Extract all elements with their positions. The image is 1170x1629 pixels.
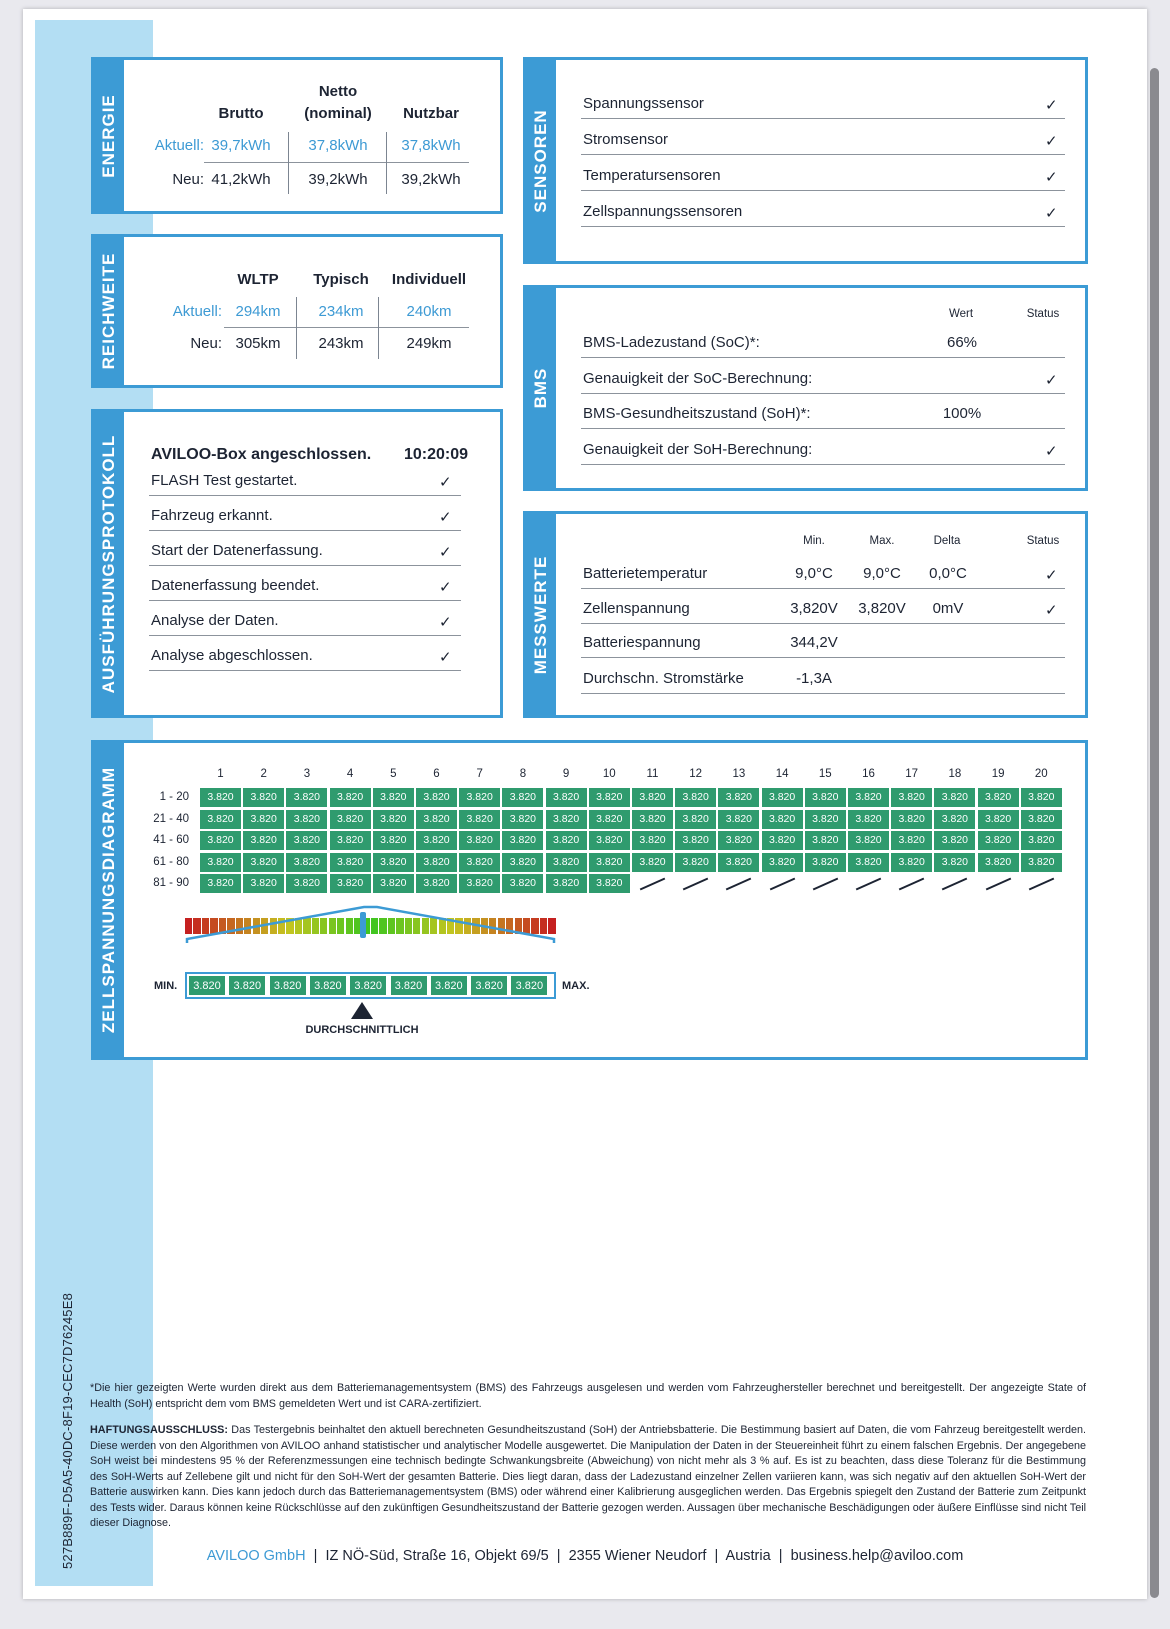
grid-col-header: 7 (476, 768, 483, 780)
col-individuell: Individuell (391, 271, 467, 288)
zoom-cell: 3.820 (470, 975, 508, 996)
cell-voltage: 3.820 (718, 831, 759, 850)
min-label: MIN. (154, 980, 178, 992)
sensoren-title: SENSOREN (531, 108, 550, 213)
divider (581, 693, 1065, 694)
footnote-star: *Die hier gezeigten Werte wurden direkt aus dem Batteriemanagementsystem (BMS) des Fahrzeugs ausgelesen und werden vom Fahrzeughersteller berechnet und bereitgestellt. Der angezeigte State of Health (SoH) entspricht dem vom BMS gemeldeten Wert und ist CARA-zertifiziert. (90, 1382, 1086, 1410)
cell-voltage: 3.820 (546, 853, 587, 872)
reichweite-title: REICHWEITE (99, 252, 118, 370)
zellspannung-title: ZELLSPANNUNGSDIAGRAMM (99, 766, 118, 1034)
cell-voltage: 3.820 (286, 853, 327, 872)
sensor-item: Stromsensor (583, 131, 669, 148)
check-icon: ✓ (1045, 169, 1058, 186)
protokoll-item: Fahrzeug erkannt. (151, 507, 273, 524)
messwerte-panel (523, 511, 1088, 718)
sensor-item: Spannungssensor (583, 95, 704, 112)
divider (581, 357, 1065, 358)
divider (149, 565, 461, 566)
grid-col-header: 20 (1034, 768, 1048, 780)
divider (581, 118, 1065, 119)
sensor-item: Temperatursensoren (583, 167, 721, 184)
col-brutto: Brutto (218, 105, 264, 122)
cell-voltage: 3.820 (200, 874, 241, 893)
divider (149, 530, 461, 531)
brutto-aktuell: 39,7kWh (211, 137, 271, 154)
divider (581, 623, 1065, 624)
typisch-neu: 243km (318, 335, 364, 352)
grid-col-header: 2 (260, 768, 267, 780)
energie-tab (94, 60, 124, 211)
bms-row-label: Genauigkeit der SoC-Berechnung: (583, 370, 813, 387)
cell-voltage: 3.820 (632, 853, 673, 872)
col-wltp: WLTP (237, 271, 279, 288)
cell-voltage: 3.820 (718, 788, 759, 807)
protokoll-title: AUSFÜHRUNGSPROTOKOLL (99, 434, 118, 693)
col-max: Max. (869, 535, 895, 547)
energie-title: ENERGIE (99, 93, 118, 178)
grid-col-header: 3 (303, 768, 311, 780)
cell-voltage: 3.820 (502, 831, 543, 850)
divider (581, 154, 1065, 155)
cell-voltage: 3.820 (891, 831, 932, 850)
check-icon: ✓ (1045, 205, 1058, 222)
col-typisch: Typisch (313, 271, 369, 288)
aktuell-label: Aktuell: (172, 303, 222, 320)
max-label: MAX. (562, 980, 590, 992)
protokoll-tab (94, 412, 124, 715)
nutzbar-neu: 39,2kWh (401, 171, 461, 188)
cell-voltage: 3.820 (718, 810, 759, 829)
grid-col-header: 14 (775, 768, 789, 780)
cell-voltage: 3.820 (243, 853, 284, 872)
footnote (90, 1381, 1086, 1532)
neu-label: Neu: (190, 335, 222, 352)
cell-voltage: 3.820 (934, 831, 975, 850)
cell-voltage: 3.820 (243, 810, 284, 829)
cell-voltage: 3.820 (416, 788, 457, 807)
messwert-delta: 0mV (932, 600, 964, 617)
divider (581, 588, 1065, 589)
cell-voltage: 3.820 (632, 788, 673, 807)
cell-voltage: 3.820 (805, 788, 846, 807)
messwert-delta: 0,0°C (929, 565, 967, 582)
cell-voltage: 3.820 (762, 788, 803, 807)
cell-voltage: 3.820 (546, 788, 587, 807)
col-min: Min. (803, 535, 825, 547)
divider (149, 600, 461, 601)
grid-col-header: 16 (862, 768, 875, 780)
cell-voltage: 3.820 (373, 788, 414, 807)
divider (288, 132, 289, 194)
grid-row-label: 81 - 90 (153, 877, 189, 890)
footer-company: AVILOO GmbH (206, 1548, 306, 1564)
grid-col-header: 18 (948, 768, 962, 780)
zellspannung-panel (91, 740, 1088, 1060)
cell-voltage: 3.820 (1021, 853, 1062, 872)
grid-col-header: 19 (991, 768, 1005, 780)
messwert-max: 9,0°C (863, 565, 901, 582)
cell-voltage: 3.820 (762, 831, 803, 850)
footer-address: IZ NÖ-Süd, Straße 16, Objekt 69/5 (325, 1548, 549, 1564)
grid-col-header: 15 (818, 768, 832, 780)
cell-voltage: 3.820 (373, 810, 414, 829)
col-nutzbar: Nutzbar (403, 105, 459, 122)
cell-voltage: 3.820 (459, 874, 500, 893)
check-icon: ✓ (439, 544, 452, 561)
zoom-cell: 3.820 (390, 975, 428, 996)
grid-row-label: 21 - 40 (153, 812, 189, 825)
check-icon: ✓ (1045, 372, 1058, 389)
col-status: Status (1026, 308, 1060, 320)
col-status: Status (1026, 535, 1060, 547)
divider (296, 297, 297, 359)
cell-voltage: 3.820 (459, 810, 500, 829)
col-delta: Delta (933, 535, 961, 547)
grid-col-header: 4 (346, 768, 354, 780)
cell-voltage: 3.820 (805, 831, 846, 850)
cell-voltage: 3.820 (502, 788, 543, 807)
cell-voltage: 3.820 (243, 788, 284, 807)
cell-voltage: 3.820 (675, 788, 716, 807)
cell-voltage: 3.820 (805, 810, 846, 829)
cell-voltage: 3.820 (416, 874, 457, 893)
cell-voltage: 3.820 (589, 853, 630, 872)
grid-row-label: 41 - 60 (153, 834, 189, 847)
footer-country: Austria (725, 1548, 771, 1564)
cell-voltage: 3.820 (459, 831, 500, 850)
sensor-item: Zellspannungssensoren (583, 203, 743, 220)
grid-col-header: 11 (646, 768, 659, 780)
cell-voltage: 3.820 (373, 853, 414, 872)
cell-voltage: 3.820 (891, 788, 932, 807)
wltp-aktuell: 294km (235, 303, 281, 320)
check-icon: ✓ (439, 509, 452, 526)
cell-voltage: 3.820 (286, 788, 327, 807)
bms-panel (523, 285, 1088, 491)
grid-row-label: 61 - 80 (153, 855, 189, 868)
messwert-label: Batteriespannung (583, 634, 701, 651)
average-label: DURCHSCHNITTLICH (305, 1024, 419, 1036)
cell-voltage: 3.820 (416, 853, 457, 872)
check-icon: ✓ (1045, 133, 1058, 150)
bms-row-label: BMS-Ladezustand (SoC)*: (583, 334, 760, 351)
cell-voltage: 3.820 (934, 853, 975, 872)
aktuell-label: Aktuell: (154, 137, 204, 154)
cell-voltage: 3.820 (502, 810, 543, 829)
zoom-cell: 3.820 (510, 975, 548, 996)
messwert-label: Batterietemperatur (583, 565, 708, 582)
zoom-cell: 3.820 (188, 975, 226, 996)
divider (149, 495, 461, 496)
netto-neu: 39,2kWh (308, 171, 368, 188)
cell-voltage: 3.820 (978, 831, 1019, 850)
grid-col-header: 6 (433, 768, 440, 780)
protokoll-item: Datenerfassung beendet. (151, 577, 320, 594)
cell-voltage: 3.820 (934, 810, 975, 829)
divider (378, 297, 379, 359)
divider (581, 464, 1065, 465)
cell-voltage: 3.820 (589, 831, 630, 850)
cell-voltage: 3.820 (546, 874, 587, 893)
cell-voltage: 3.820 (459, 788, 500, 807)
cell-voltage: 3.820 (546, 831, 587, 850)
check-icon: ✓ (439, 579, 452, 596)
reichweite-panel (91, 234, 503, 388)
zoom-cell: 3.820 (309, 975, 347, 996)
sensoren-panel (523, 57, 1088, 264)
individuell-neu: 249km (406, 335, 452, 352)
protokoll-panel (91, 409, 503, 718)
bms-tab (526, 288, 556, 488)
cell-voltage: 3.820 (978, 810, 1019, 829)
cell-voltage: 3.820 (416, 831, 457, 850)
cell-voltage: 3.820 (200, 810, 241, 829)
cell-voltage: 3.820 (675, 831, 716, 850)
zoom-cell: 3.820 (349, 975, 387, 996)
grid-col-header: 12 (689, 768, 703, 780)
cell-voltage: 3.820 (1021, 810, 1062, 829)
messwert-min: 344,2V (790, 634, 838, 651)
bms-title: BMS (531, 367, 550, 409)
cell-voltage: 3.820 (978, 788, 1019, 807)
cell-voltage: 3.820 (978, 853, 1019, 872)
divider (386, 132, 387, 194)
cell-voltage: 3.820 (762, 853, 803, 872)
brutto-neu: 41,2kWh (211, 171, 271, 188)
cell-voltage: 3.820 (546, 810, 587, 829)
footer-divider: | (556, 1548, 561, 1564)
sensoren-tab (526, 60, 556, 261)
messwert-label: Zellenspannung (583, 600, 690, 617)
grid-col-header: 17 (905, 768, 919, 780)
cell-voltage: 3.820 (502, 874, 543, 893)
cell-voltage: 3.820 (373, 874, 414, 893)
messwert-label: Durchschn. Stromstärke (583, 670, 744, 687)
divider (224, 327, 469, 328)
cell-voltage: 3.820 (330, 874, 371, 893)
zoom-lines (94, 743, 1085, 1057)
col-wert: Wert (948, 308, 974, 320)
check-icon: ✓ (439, 614, 452, 631)
cell-voltage: 3.820 (848, 810, 889, 829)
protokoll-item: Analyse der Daten. (151, 612, 279, 629)
messwert-min: 3,820V (790, 600, 838, 617)
messwert-max: 3,820V (858, 600, 906, 617)
cell-voltage: 3.820 (1021, 788, 1062, 807)
cell-voltage: 3.820 (1021, 831, 1062, 850)
grid-col-header: 13 (732, 768, 746, 780)
reichweite-tab (94, 237, 124, 385)
protokoll-header: AVILOO-Box angeschlossen. (151, 446, 372, 463)
neu-label: Neu: (172, 171, 204, 188)
cell-voltage: 3.820 (891, 810, 932, 829)
zoom-cell: 3.820 (430, 975, 468, 996)
cell-voltage: 3.820 (589, 810, 630, 829)
cell-voltage: 3.820 (416, 810, 457, 829)
bms-row-label: BMS-Gesundheitszustand (SoH)*: (583, 405, 811, 422)
disclaimer-label: HAFTUNGSAUSSCHLUSS: (90, 1424, 228, 1436)
cell-voltage: 3.820 (330, 853, 371, 872)
cell-voltage: 3.820 (762, 810, 803, 829)
cell-voltage: 3.820 (848, 853, 889, 872)
grid-col-header: 10 (602, 768, 616, 780)
cell-voltage: 3.820 (675, 853, 716, 872)
cell-voltage: 3.820 (589, 874, 630, 893)
cell-voltage: 3.820 (200, 853, 241, 872)
footer (0, 1548, 1170, 1564)
cell-voltage: 3.820 (632, 810, 673, 829)
divider (149, 670, 461, 671)
messwert-min: -1,3A (796, 670, 832, 687)
wltp-neu: 305km (235, 335, 281, 352)
messwerte-title: MESSWERTE (531, 555, 550, 674)
cell-voltage: 3.820 (502, 853, 543, 872)
cell-voltage: 3.820 (934, 788, 975, 807)
footer-divider: | (313, 1548, 318, 1564)
cell-voltage: 3.820 (459, 853, 500, 872)
document-id: 527B889F-D5A5-40DC-8F19-CEC7D76245E8 (60, 1292, 75, 1569)
bms-row-label: Genauigkeit der SoH-Berechnung: (583, 441, 813, 458)
check-icon: ✓ (1045, 567, 1058, 584)
divider (581, 190, 1065, 191)
cell-voltage: 3.820 (675, 810, 716, 829)
grid-col-header: 5 (390, 768, 397, 780)
cell-voltage: 3.820 (891, 853, 932, 872)
footer-divider: | (778, 1548, 783, 1564)
scrollbar[interactable] (1150, 68, 1159, 1598)
protokoll-item: Analyse abgeschlossen. (151, 647, 313, 664)
check-icon: ✓ (439, 474, 452, 491)
divider (581, 657, 1065, 658)
disclaimer (90, 1423, 1086, 1532)
cell-voltage: 3.820 (632, 831, 673, 850)
messwerte-tab (526, 514, 556, 715)
cell-voltage: 3.820 (200, 831, 241, 850)
col-netto-nominal: (nominal) (304, 105, 372, 122)
cell-voltage: 3.820 (286, 831, 327, 850)
cell-voltage: 3.820 (848, 788, 889, 807)
protokoll-time: 10:20:09 (404, 446, 469, 463)
divider (581, 393, 1065, 394)
grid-col-header: 8 (519, 768, 527, 780)
individuell-aktuell: 240km (406, 303, 452, 320)
check-icon: ✓ (1045, 602, 1058, 619)
footer-divider: | (714, 1548, 719, 1564)
bms-row-value: 66% (946, 334, 978, 351)
cell-voltage: 3.820 (200, 788, 241, 807)
bms-row-value: 100% (942, 405, 982, 422)
cell-voltage: 3.820 (589, 788, 630, 807)
grid-col-header: 1 (217, 768, 224, 780)
cell-voltage: 3.820 (330, 810, 371, 829)
protokoll-item: Start der Datenerfassung. (151, 542, 323, 559)
average-marker-icon (351, 1002, 373, 1020)
footer-city: 2355 Wiener Neudorf (568, 1548, 707, 1564)
cell-voltage: 3.820 (286, 874, 327, 893)
nutzbar-aktuell: 37,8kWh (401, 137, 461, 154)
disclaimer-text: Das Testergebnis beinhaltet den aktuell berechneten Gesundheitszustand (SoH) der Antriebsbatterie. Die Bestimmung basiert auf Daten, die vom Fahrzeug bereitgestellt werden. Diese werden von den Algorithmen von AVILOO anhand statistischer und analytischer Modelle ausgewertet. Die Manipulation der Daten in der Steuereinheit führt zu einem falschen Ergebnis. Der angegebene SoH weist bei mindestens 95 % der Referenzmessungen eine technisch bedingte Schwankungsbreite (Abweichung) von nicht mehr als 3 % auf. Es ist zu beachten, dass diese Toleranz für die Bestimmung des SoH-Werts auf Zellebene gilt und nicht für den SoH-Wert der gesamten Batterie. Dies liegt daran, dass der Ladezustand einzelner Zellen variieren kann, was sich negativ auf den aktuellen SoH-Wert der Batterie auswirken kann. Dies kann jedoch durch das Batteriemanagementsystem (BMS) oder während einer Kalibrierung ausgeglichen werden. Das Ergebnis spiegelt den Zustand der Batterie zum Zeitpunkt des Tests wider. Daraus können keine Rückschlüsse auf den zukünftigen Gesundheitszustand der Batterie gezogen werden. Aussagen über mechanische Beschädigungen oder äußere Einflüsse sind nicht Teil dieser Diagnose. (90, 1424, 1086, 1529)
check-icon: ✓ (439, 649, 452, 666)
cell-voltage: 3.820 (848, 831, 889, 850)
cell-voltage: 3.820 (718, 853, 759, 872)
cell-voltage: 3.820 (330, 831, 371, 850)
cell-voltage: 3.820 (805, 853, 846, 872)
messwert-min: 9,0°C (795, 565, 833, 582)
protokoll-item: FLASH Test gestartet. (151, 472, 298, 489)
cell-voltage: 3.820 (330, 788, 371, 807)
footer-email[interactable]: business.help@aviloo.com (790, 1548, 964, 1564)
zoom-cell: 3.820 (228, 975, 266, 996)
cell-voltage: 3.820 (243, 831, 284, 850)
check-icon: ✓ (1045, 443, 1058, 460)
cell-voltage: 3.820 (373, 831, 414, 850)
divider (581, 226, 1065, 227)
cell-voltage: 3.820 (286, 810, 327, 829)
zoom-cell: 3.820 (269, 975, 307, 996)
check-icon: ✓ (1045, 97, 1058, 114)
cell-voltage: 3.820 (243, 874, 284, 893)
energie-panel (91, 57, 503, 214)
grid-col-header: 9 (562, 768, 570, 780)
grid-row-label: 1 - 20 (159, 791, 189, 803)
netto-aktuell: 37,8kWh (308, 137, 368, 154)
divider (149, 635, 461, 636)
divider (204, 162, 469, 163)
typisch-aktuell: 234km (318, 303, 364, 320)
divider (581, 428, 1065, 429)
col-netto: Netto (318, 83, 358, 100)
